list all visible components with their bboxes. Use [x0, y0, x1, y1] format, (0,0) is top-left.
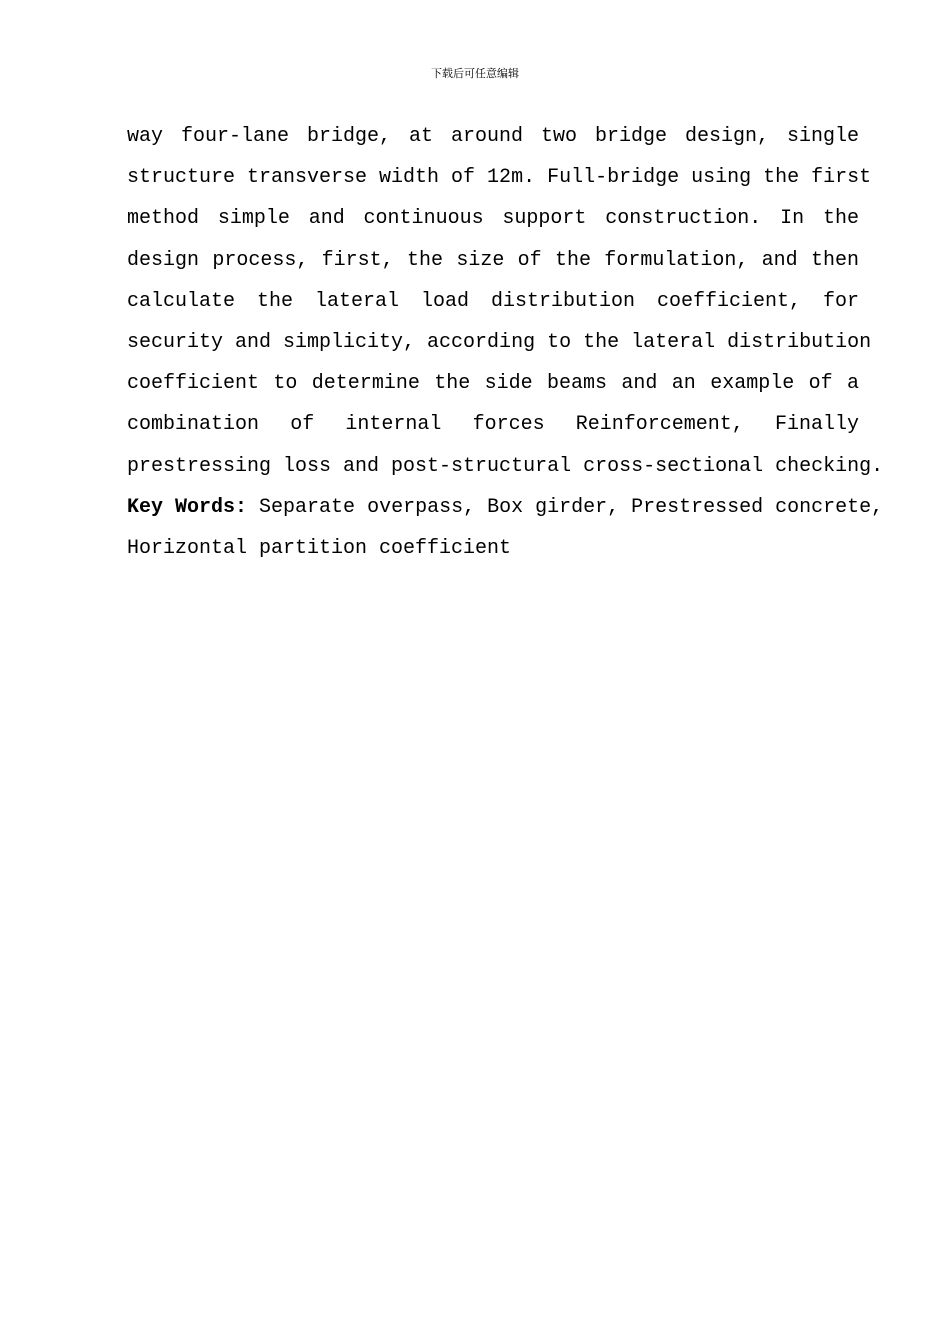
abstract-line: security and simplicity, according to the lateral distribution	[127, 330, 872, 354]
keywords-line	[127, 487, 884, 528]
abstract-line: calculate the lateral load distribution coefficient, for	[127, 289, 859, 313]
abstract-body	[127, 116, 884, 569]
abstract-line: coefficient to determine the side beams and an example of a	[127, 372, 859, 396]
abstract-line: design process, first, the size of the formulation, and then	[127, 248, 859, 272]
abstract-line: method simple and continuous support construction. In the	[127, 207, 859, 231]
keywords-line-continued: Horizontal partition coefficient	[127, 536, 512, 560]
page-header: 下载后可任意编辑	[431, 67, 519, 80]
abstract-line: way four-lane bridge, at around two bridge design, single	[127, 125, 859, 148]
abstract-line: prestressing loss and post-structural cross-sectional checking.	[127, 454, 884, 478]
abstract-line: structure transverse width of 12m. Full-bridge using the first	[127, 166, 872, 190]
keywords-label: Key Words:	[127, 495, 248, 519]
keywords-text: Separate overpass, Box girder, Prestressed concrete,	[259, 495, 884, 519]
abstract-line: combination of internal forces Reinforcement, Finally	[127, 413, 859, 437]
